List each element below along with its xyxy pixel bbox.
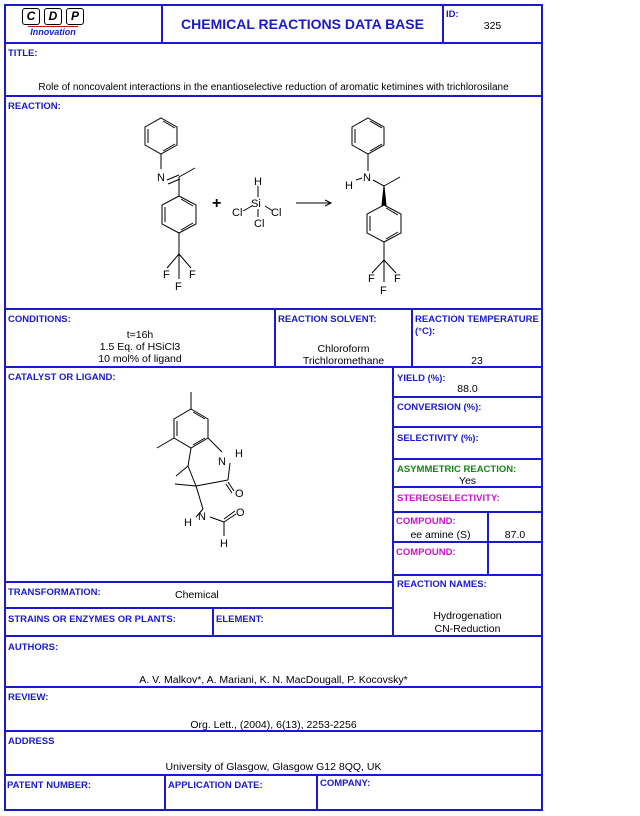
atom-cl3: Cl	[254, 218, 265, 230]
yield-value: 88.0	[457, 383, 478, 395]
atom-si: Si	[251, 198, 261, 210]
page-title: CHEMICAL REACTIONS DATA BASE	[181, 16, 424, 32]
logo-letter-p: P	[66, 8, 84, 25]
id-value: 325	[483, 20, 502, 32]
reaction-name-2: CN-Reduction	[434, 623, 501, 635]
application-date-label: APPLICATION DATE:	[168, 780, 263, 791]
atom-n-amine: N	[363, 172, 371, 184]
element-label: ELEMENT:	[216, 614, 264, 625]
compound1-label: COMPOUND:	[396, 516, 456, 527]
compound2-value-cell	[487, 541, 543, 576]
selectivity-label: SELECTIVITY (%):	[397, 433, 479, 444]
transformation-label: TRANSFORMATION:	[8, 587, 101, 598]
plus-sign: +	[212, 195, 222, 212]
catalyst-atom-n1: N	[218, 456, 226, 468]
company-label: COMPANY:	[320, 778, 371, 789]
atom-f2: F	[189, 269, 196, 281]
asymmetric-value: Yes	[458, 475, 477, 487]
logo-letter-d: D	[44, 8, 62, 25]
authors-label: AUTHORS:	[8, 642, 59, 653]
atom-f5: F	[394, 273, 401, 285]
temperature-label: REACTION TEMPERATURE (°C):	[415, 314, 539, 337]
catalyst-atom-o2: O	[236, 507, 245, 519]
address-label: ADDRESS	[8, 736, 55, 747]
strains-label: STRAINS OR ENZYMES OR PLANTS:	[8, 614, 176, 625]
conditions-label: CONDITIONS:	[8, 314, 71, 325]
reaction-name-1: Hydrogenation	[433, 610, 502, 622]
solvent-label: REACTION SOLVENT:	[278, 314, 377, 325]
atom-cl2: Cl	[271, 207, 282, 219]
atom-cl1: Cl	[232, 207, 243, 219]
asymmetric-label: ASYMMETRIC REACTION:	[397, 464, 517, 475]
catalyst-atom-h3: H	[220, 538, 228, 550]
review-label: REVIEW:	[8, 692, 49, 703]
condition-ligand: 10 mol% of ligand	[98, 353, 182, 365]
atom-f3: F	[175, 281, 182, 293]
catalyst-atom-h1: H	[235, 448, 243, 460]
logo-letter-c: C	[22, 8, 40, 25]
stereoselectivity-label: STEREOSELECTIVITY:	[397, 493, 500, 504]
catalyst-atom-n2: N	[198, 511, 206, 523]
id-label: ID:	[446, 9, 459, 20]
transformation-value: Chemical	[175, 589, 219, 601]
review-value: Org. Lett., (2004), 6(13), 2253-2256	[190, 719, 357, 731]
yield-label: YIELD (%):	[397, 373, 446, 384]
atom-f4: F	[368, 273, 375, 285]
catalyst-atom-o1: O	[235, 488, 244, 500]
compound1-value: 87.0	[504, 529, 526, 541]
solvent-1: Chloroform	[317, 343, 370, 355]
condition-reagent: 1.5 Eq. of HSiCl3	[99, 341, 181, 353]
compound1-name: ee amine (S)	[410, 529, 471, 541]
title-label: TITLE:	[8, 48, 38, 59]
reaction-names-label: REACTION NAMES:	[397, 579, 487, 590]
conversion-label: CONVERSION (%):	[397, 402, 482, 413]
atom-h-silane: H	[254, 176, 262, 188]
atom-f1: F	[163, 269, 170, 281]
patent-label: PATENT NUMBER:	[7, 780, 92, 791]
solvent-2: Trichloromethane	[302, 355, 385, 367]
catalyst-label: CATALYST OR LIGAND:	[8, 372, 116, 383]
authors-value: A. V. Malkov*, A. Mariani, K. N. MacDougall, P. Kocovsky*	[139, 674, 408, 686]
atom-f6: F	[380, 285, 387, 297]
condition-time: t=16h	[126, 329, 154, 341]
atom-n-imine: N	[157, 172, 165, 184]
address-value: University of Glasgow, Glasgow G12 8QQ, UK	[165, 761, 382, 773]
temperature-value: 23	[471, 355, 483, 367]
atom-h-amine: H	[345, 180, 353, 192]
reaction-label: REACTION:	[8, 101, 61, 112]
logo-subtitle: Innovation	[28, 26, 78, 38]
compound2-label: COMPOUND:	[396, 547, 456, 558]
catalyst-atom-h2: H	[184, 517, 192, 529]
title-value: Role of noncovalent interactions in the enantioselective reduction of aromatic ketimines with trichlorosilane	[38, 82, 509, 93]
